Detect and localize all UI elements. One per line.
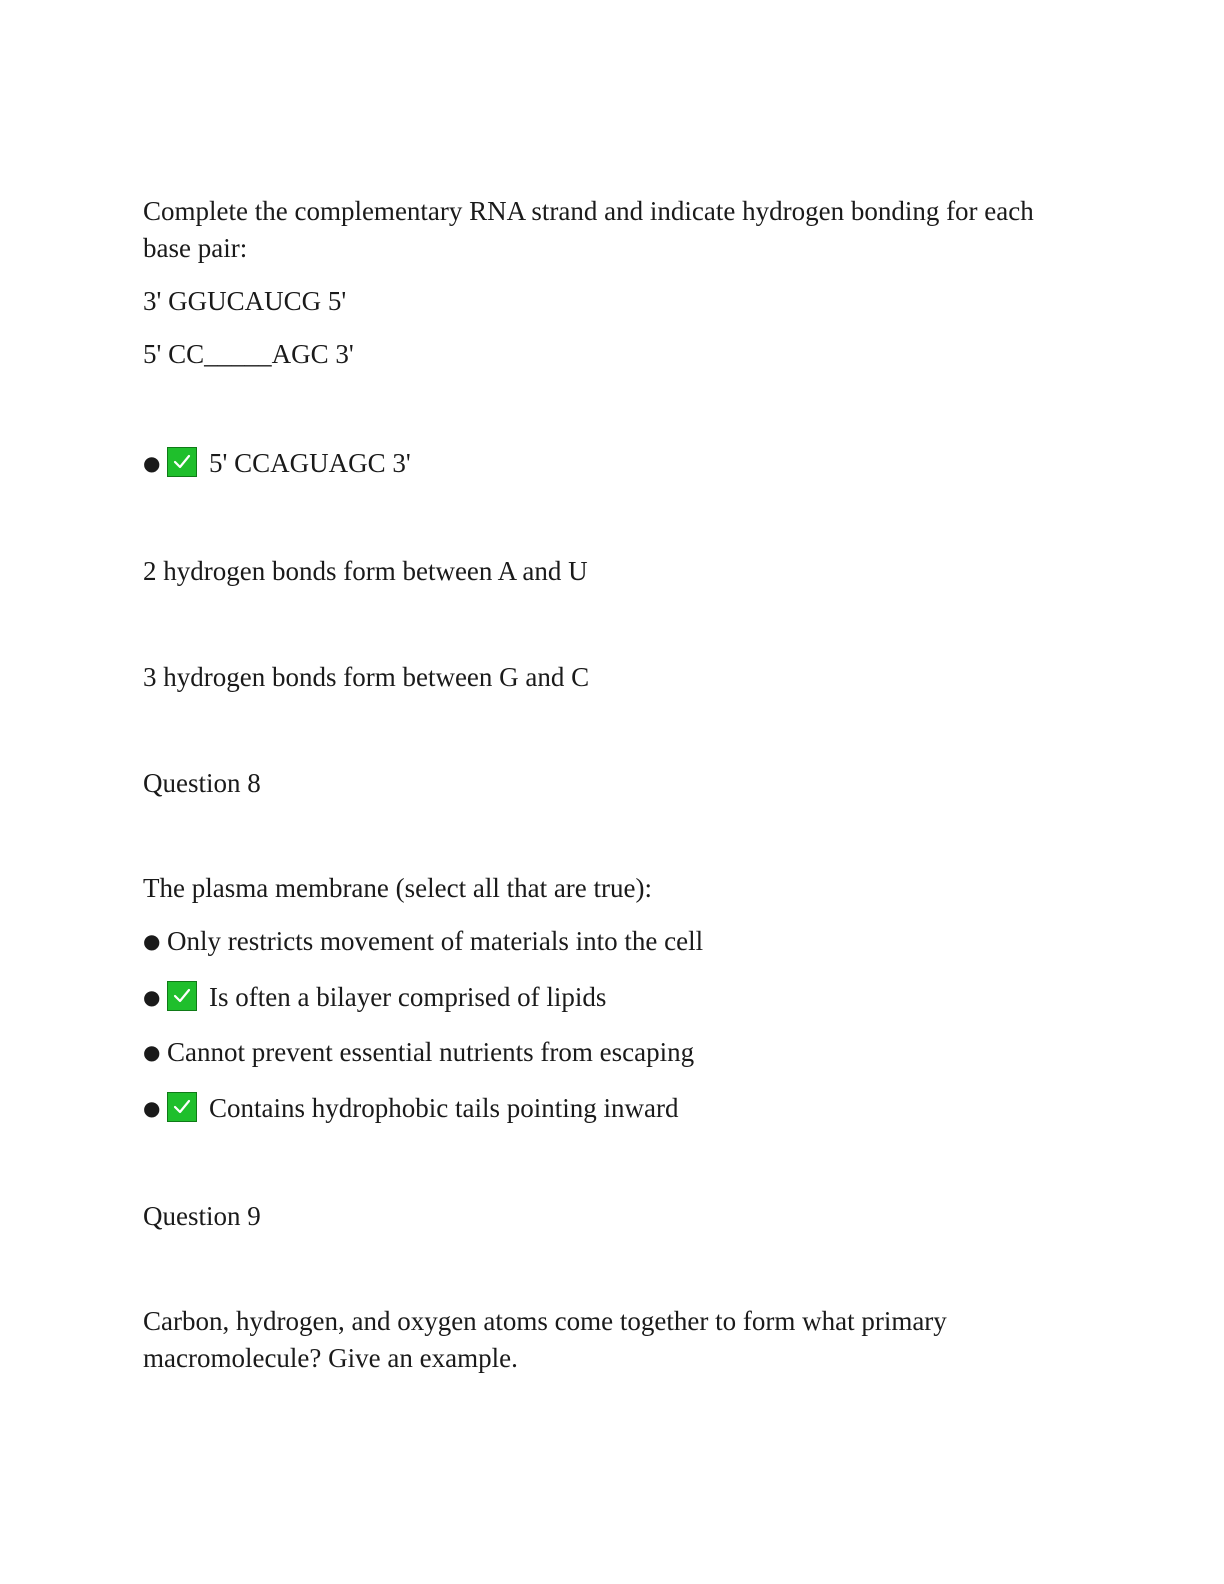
q8-option: [143, 1090, 678, 1127]
question-9-heading: Question 9: [143, 1201, 261, 1231]
bullet: ●: [143, 1096, 161, 1120]
q8-option-text: Cannot prevent essential nutrients from escaping: [167, 1037, 695, 1067]
q8-option: [143, 979, 606, 1016]
q8-option-text: Only restricts movement of materials into the cell: [167, 926, 704, 956]
q7-template-strand: 3' GGUCAUCG 5': [143, 286, 347, 316]
bullet: ●: [143, 929, 161, 953]
question-8-heading: Question 8: [143, 768, 261, 798]
q8-option-text: Contains hydrophobic tails pointing inward: [209, 1093, 679, 1123]
bullet: ●: [143, 451, 161, 475]
q8-prompt: The plasma membrane (select all that are true):: [143, 873, 653, 903]
q7-answer-text: 5' CCAGUAGC 3': [209, 448, 411, 478]
q7-bond-gc: 3 hydrogen bonds form between G and C: [143, 662, 590, 692]
q9-prompt: Carbon, hydrogen, and oxygen atoms come together to form what primary macromolecule? Give an example.: [143, 1306, 947, 1373]
q8-option: [143, 1034, 694, 1071]
q7-bond-au: 2 hydrogen bonds form between A and U: [143, 556, 588, 586]
check-mark-button-icon: [167, 447, 197, 477]
q7-blank-strand: 5' CC_____AGC 3': [143, 339, 354, 369]
q7-answer: [143, 445, 411, 482]
check-mark-button-icon: [167, 1092, 197, 1122]
bullet: ●: [143, 1040, 161, 1064]
check-mark-button-icon: [167, 981, 197, 1011]
bullet: ●: [143, 985, 161, 1009]
q7-prompt: Complete the complementary RNA strand and indicate hydrogen bonding for each base pair:: [143, 196, 1034, 263]
q8-option-text: Is often a bilayer comprised of lipids: [209, 982, 607, 1012]
q8-option: [143, 923, 703, 960]
